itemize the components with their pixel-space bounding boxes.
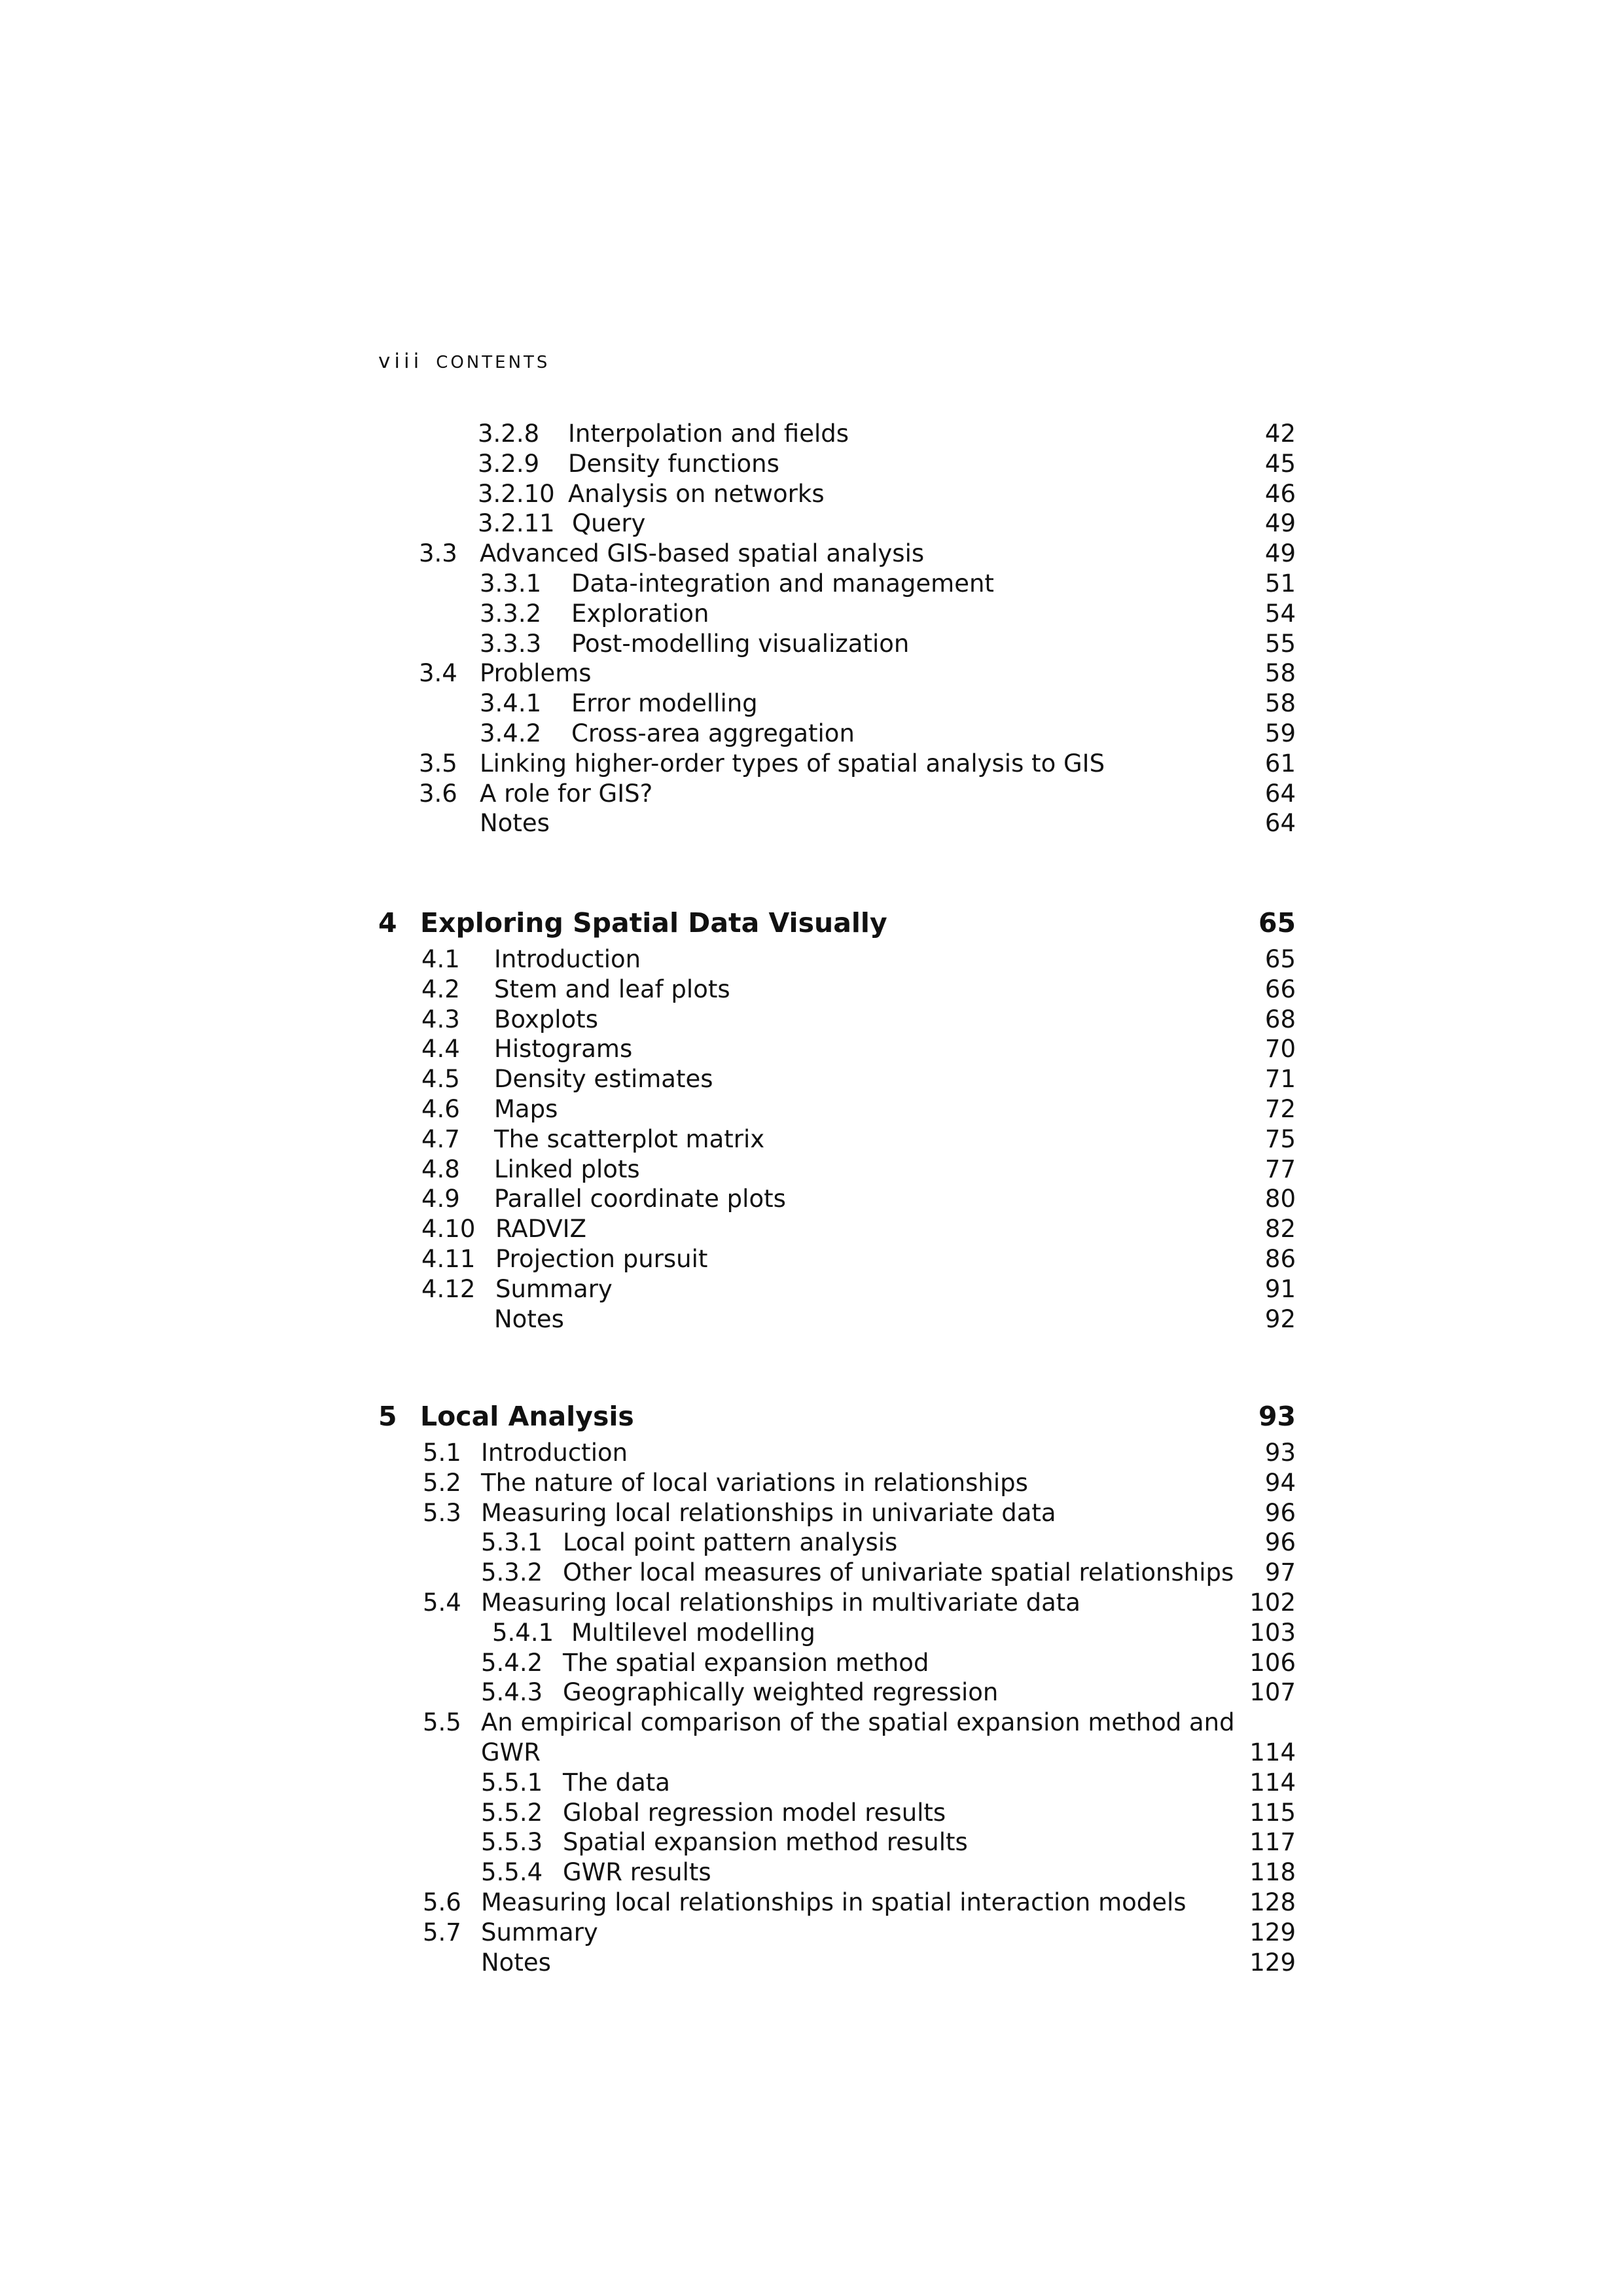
entry-number: 4.7 <box>421 1124 460 1153</box>
entry-title: Cross-area aggregation <box>571 719 855 747</box>
entry-number: 3.4 <box>419 659 457 688</box>
entry-number: 4.10 <box>421 1215 476 1244</box>
chapter-title: Local Analysis <box>420 1401 634 1432</box>
entry-title: Summary <box>495 1274 613 1303</box>
entry-title: An empirical comparison of the spatial expansion method and <box>481 1708 1235 1737</box>
entry-page-number: 114 <box>1249 1768 1296 1797</box>
entry-number: 3.3.1 <box>480 569 542 598</box>
entry-title: Query <box>572 509 646 538</box>
toc-entry <box>0 1064 1623 1094</box>
entry-title: Notes <box>481 1948 551 1977</box>
entry-page-number: 86 <box>1264 1245 1296 1273</box>
toc-entry <box>0 479 1623 509</box>
entry-page-number: 46 <box>1264 479 1296 508</box>
entry-number: 5.2 <box>423 1468 461 1497</box>
entry-number: 3.4.2 <box>480 719 542 747</box>
entry-page-number: 77 <box>1264 1155 1296 1183</box>
entry-number: 3.6 <box>419 779 457 808</box>
toc-entry <box>0 1888 1623 1918</box>
chapter-page-number: 65 <box>1258 907 1296 939</box>
entry-title: Density functions <box>568 449 779 478</box>
toc-entry <box>0 1738 1623 1768</box>
entry-title: Post-modelling visualization <box>571 629 910 658</box>
entry-title: The nature of local variations in relationships <box>481 1468 1028 1497</box>
entry-title: Summary <box>481 1918 598 1946</box>
entry-page-number: 129 <box>1249 1918 1296 1946</box>
entry-page-number: 80 <box>1264 1185 1296 1213</box>
entry-title: Notes <box>494 1304 564 1333</box>
entry-number: 5.3.1 <box>481 1528 543 1557</box>
entry-number: 3.2.10 <box>478 479 555 508</box>
entry-page-number: 49 <box>1264 509 1296 538</box>
entry-title: Geographically weighted regression <box>563 1678 999 1707</box>
entry-number: 3.2.9 <box>478 449 540 478</box>
toc-entry <box>0 539 1623 569</box>
entry-title: Notes <box>480 809 550 838</box>
entry-title: Measuring local relationships in univariate data <box>481 1498 1056 1527</box>
entry-title: The scatterplot matrix <box>494 1124 765 1153</box>
entry-number: 5.5.2 <box>481 1798 543 1827</box>
entry-title: Introduction <box>494 945 641 973</box>
entry-number: 5.4.1 <box>492 1618 554 1647</box>
toc-entry <box>0 599 1623 629</box>
entry-title: Parallel coordinate plots <box>494 1185 786 1213</box>
entry-number: 4.4 <box>421 1035 460 1064</box>
entry-number: 5.1 <box>423 1439 461 1467</box>
entry-title: Linking higher-order types of spatial analysis to GIS <box>480 749 1105 778</box>
toc-entry <box>0 1857 1623 1888</box>
entry-title: Multilevel modelling <box>571 1618 815 1647</box>
entry-title: Boxplots <box>494 1005 598 1033</box>
toc-entry <box>0 944 1623 975</box>
entry-page-number: 115 <box>1249 1798 1296 1827</box>
toc-entry <box>0 1798 1623 1828</box>
entry-number: 5.6 <box>423 1888 461 1916</box>
entry-page-number: 96 <box>1264 1498 1296 1527</box>
entry-number: 4.11 <box>421 1245 476 1273</box>
entry-page-number: 54 <box>1264 599 1296 628</box>
entry-page-number: 114 <box>1249 1738 1296 1767</box>
entry-title: Error modelling <box>571 689 758 718</box>
entry-page-number: 96 <box>1264 1528 1296 1557</box>
entry-page-number: 55 <box>1264 629 1296 658</box>
entry-number: 4.9 <box>421 1185 460 1213</box>
entry-page-number: 64 <box>1264 779 1296 808</box>
entry-title: Maps <box>494 1095 558 1123</box>
entry-title: Analysis on networks <box>568 479 825 508</box>
entry-page-number: 49 <box>1264 539 1296 568</box>
toc-entry <box>0 1708 1623 1738</box>
entry-title: Stem and leaf plots <box>494 975 730 1003</box>
entry-page-number: 71 <box>1264 1065 1296 1094</box>
entry-number: 5.4 <box>423 1588 461 1617</box>
entry-page-number: 72 <box>1264 1095 1296 1123</box>
entry-page-number: 61 <box>1264 749 1296 778</box>
toc-entry <box>0 1184 1623 1214</box>
entry-title: The spatial expansion method <box>563 1648 929 1677</box>
toc-entry <box>0 1005 1623 1035</box>
entry-title: Other local measures of univariate spatial relationships <box>563 1558 1234 1587</box>
entry-title: Measuring local relationships in spatial interaction models <box>481 1888 1186 1916</box>
entry-number: 5.4.3 <box>481 1678 543 1707</box>
chapter-number: 5 <box>378 1401 397 1432</box>
toc-entry <box>0 1918 1623 1948</box>
entry-page-number: 51 <box>1264 569 1296 598</box>
toc-entry <box>0 1438 1623 1468</box>
toc-entry <box>0 1034 1623 1064</box>
entry-number: 4.2 <box>421 975 460 1003</box>
toc-entry <box>0 808 1623 838</box>
entry-page-number: 118 <box>1249 1858 1296 1887</box>
toc-entry <box>0 1648 1623 1678</box>
chapter-heading <box>0 905 1623 941</box>
toc-entry <box>0 1155 1623 1185</box>
entry-page-number: 68 <box>1264 1005 1296 1033</box>
entry-number: 5.4.2 <box>481 1648 543 1677</box>
toc-entry <box>0 1827 1623 1857</box>
toc-entry <box>0 749 1623 779</box>
entry-page-number: 94 <box>1264 1468 1296 1497</box>
entry-number: 4.1 <box>421 945 460 973</box>
chapter-heading <box>0 1399 1623 1434</box>
page-header <box>378 350 550 382</box>
entry-number: 5.5 <box>423 1708 461 1737</box>
entry-number: 3.2.11 <box>478 509 555 538</box>
entry-page-number: 93 <box>1264 1439 1296 1467</box>
entry-title: Introduction <box>481 1439 628 1467</box>
entry-title: Interpolation and fields <box>568 420 849 448</box>
toc-entry <box>0 1618 1623 1648</box>
toc-entry <box>0 779 1623 809</box>
entry-number: 5.7 <box>423 1918 461 1946</box>
toc-entry <box>0 719 1623 749</box>
toc-entry <box>0 1588 1623 1618</box>
entry-page-number: 128 <box>1249 1888 1296 1916</box>
entry-page-number: 106 <box>1249 1648 1296 1677</box>
entry-number: 4.5 <box>421 1065 460 1094</box>
entry-number: 3.4.1 <box>480 689 542 718</box>
toc-entry <box>0 1677 1623 1708</box>
entry-page-number: 42 <box>1264 420 1296 448</box>
entry-number: 3.2.8 <box>478 420 540 448</box>
toc-entry <box>0 1948 1623 1978</box>
toc-entry <box>0 1124 1623 1155</box>
entry-page-number: 117 <box>1249 1828 1296 1857</box>
running-head: CONTENTS <box>436 353 550 372</box>
toc-entry <box>0 1274 1623 1304</box>
entry-title: Data-integration and management <box>571 569 994 598</box>
entry-number: 4.8 <box>421 1155 460 1183</box>
page-folio: viii <box>378 350 423 373</box>
entry-number: 3.3.2 <box>480 599 542 628</box>
entry-title: The data <box>563 1768 670 1797</box>
entry-page-number: 58 <box>1264 659 1296 688</box>
entry-number: 5.5.4 <box>481 1858 543 1887</box>
entry-number: 5.5.1 <box>481 1768 543 1797</box>
entry-title: Spatial expansion method results <box>563 1828 968 1857</box>
toc-entry <box>0 1468 1623 1498</box>
toc-entry <box>0 1094 1623 1124</box>
entry-page-number: 103 <box>1249 1618 1296 1647</box>
entry-title: Measuring local relationships in multivariate data <box>481 1588 1080 1617</box>
entry-page-number: 45 <box>1264 449 1296 478</box>
entry-number: 3.3 <box>419 539 457 568</box>
chapter-page-number: 93 <box>1258 1401 1296 1432</box>
entry-page-number: 91 <box>1264 1274 1296 1303</box>
entry-title: Projection pursuit <box>495 1245 708 1273</box>
entry-title: GWR results <box>563 1858 711 1887</box>
entry-page-number: 107 <box>1249 1678 1296 1707</box>
toc-entry <box>0 689 1623 719</box>
entry-page-number: 75 <box>1264 1124 1296 1153</box>
entry-number: 5.5.3 <box>481 1828 543 1857</box>
entry-number: 4.6 <box>421 1095 460 1123</box>
entry-title: Linked plots <box>494 1155 640 1183</box>
entry-page-number: 97 <box>1264 1558 1296 1587</box>
entry-page-number: 58 <box>1264 689 1296 718</box>
toc-entry <box>0 1768 1623 1798</box>
toc-entry <box>0 1528 1623 1558</box>
toc-entry <box>0 658 1623 689</box>
entry-number: 3.3.3 <box>480 629 542 658</box>
entry-page-number: 65 <box>1264 945 1296 973</box>
toc-entry <box>0 509 1623 539</box>
entry-number: 4.12 <box>421 1274 476 1303</box>
toc-entry <box>0 975 1623 1005</box>
entry-number: 5.3 <box>423 1498 461 1527</box>
entry-title: Problems <box>480 659 592 688</box>
chapter-number: 4 <box>378 907 397 939</box>
entry-title: Local point pattern analysis <box>563 1528 898 1557</box>
entry-title: Density estimates <box>494 1065 713 1094</box>
entry-page-number: 82 <box>1264 1215 1296 1244</box>
toc-entry <box>0 569 1623 599</box>
toc-entry <box>0 419 1623 449</box>
chapter-title: Exploring Spatial Data Visually <box>420 907 887 939</box>
entry-title: Exploration <box>571 599 709 628</box>
entry-page-number: 129 <box>1249 1948 1296 1977</box>
entry-page-number: 70 <box>1264 1035 1296 1064</box>
entry-number: 3.5 <box>419 749 457 778</box>
entry-title: GWR <box>481 1738 541 1767</box>
entry-title: Global regression model results <box>563 1798 946 1827</box>
toc-entry <box>0 629 1623 659</box>
entry-page-number: 92 <box>1264 1304 1296 1333</box>
entry-title: RADVIZ <box>495 1215 586 1244</box>
toc-entry <box>0 1558 1623 1588</box>
entry-page-number: 102 <box>1249 1588 1296 1617</box>
entry-title: A role for GIS? <box>480 779 653 808</box>
entry-page-number: 66 <box>1264 975 1296 1003</box>
entry-title: Advanced GIS-based spatial analysis <box>480 539 925 568</box>
toc-entry <box>0 1304 1623 1335</box>
toc-entry <box>0 1214 1623 1244</box>
entry-number: 4.3 <box>421 1005 460 1033</box>
toc-entry <box>0 449 1623 479</box>
entry-number: 5.3.2 <box>481 1558 543 1587</box>
toc-entry <box>0 1244 1623 1274</box>
entry-page-number: 59 <box>1264 719 1296 747</box>
toc-entry <box>0 1498 1623 1528</box>
entry-page-number: 64 <box>1264 809 1296 838</box>
entry-title: Histograms <box>494 1035 633 1064</box>
